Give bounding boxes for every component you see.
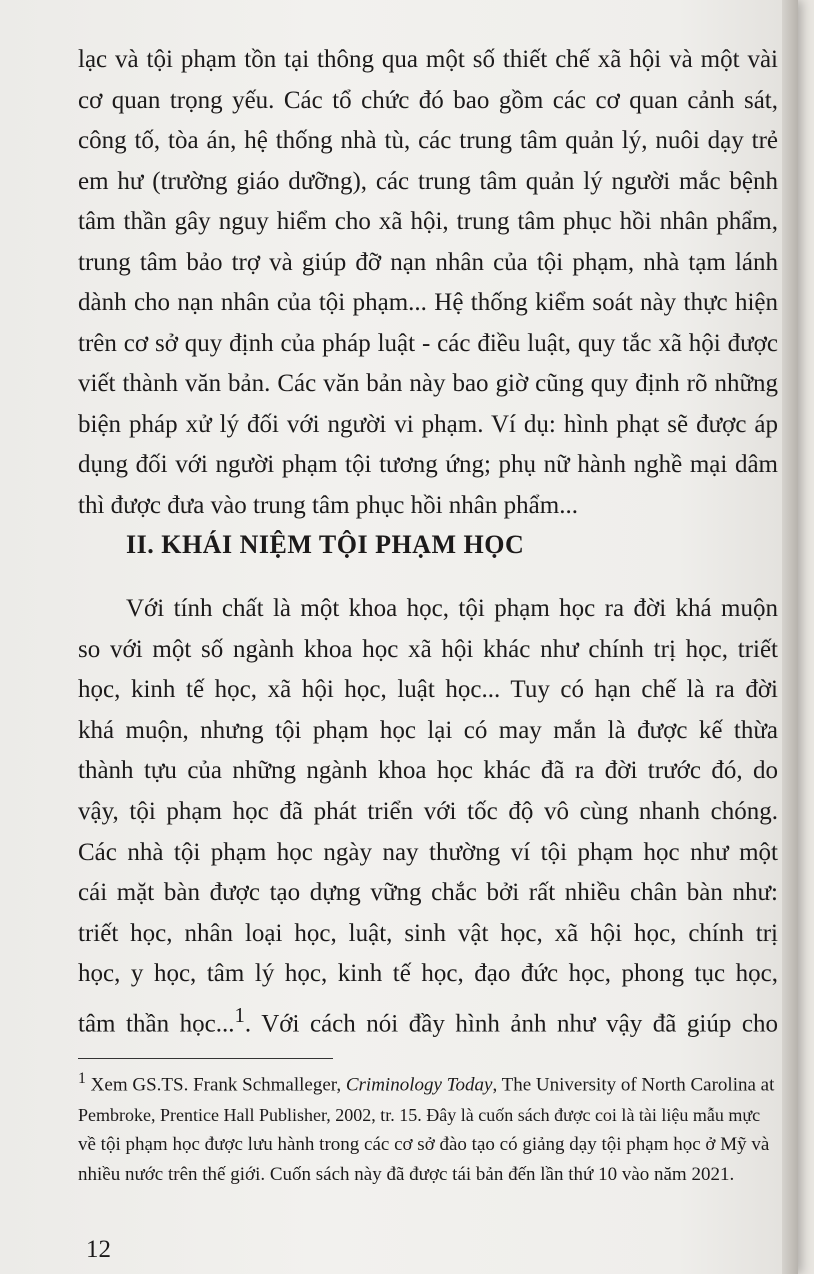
footnote-line — [78, 1064, 778, 1100]
text-line: thành tựu của những ngành khoa học khác đã ra đời trước đó, do — [78, 757, 778, 785]
page-edge — [782, 0, 798, 1274]
paragraph-1 — [78, 40, 778, 526]
text-line: dành cho nạn nhân của tội phạm... Hệ thống kiểm soát này thực hiện — [78, 289, 778, 316]
text-line: khá muộn, nhưng tội phạm học lại có may mắn là được kế thừa — [78, 716, 778, 744]
text-line: Các nhà tội phạm học ngày nay thường ví tội phạm học như một — [78, 838, 778, 866]
text-segment: , The University of North Carolina at — [492, 1074, 775, 1096]
paragraph-2 — [78, 589, 778, 1045]
text-line: lạc và tội phạm tồn tại thông qua một số thiết chế xã hội và một vài — [78, 46, 778, 73]
text-line: trên cơ sở quy định của pháp luật - các điều luật, quy tắc xã hội được — [78, 329, 778, 357]
text-line: dụng đối với người phạm tội tương ứng; phụ nữ hành nghề mại dâm — [78, 451, 778, 478]
text-line: tâm thần gây nguy hiểm cho xã hội, trung tâm phục hồi nhân phẩm, — [78, 208, 778, 235]
footnote-reference: 1 — [234, 1002, 245, 1027]
footnote — [78, 1064, 778, 1190]
text-line: cơ quan trọng yếu. Các tổ chức đó bao gồm các cơ quan cảnh sát, — [78, 86, 778, 114]
text-line: cái mặt bàn được tạo dựng vững chắc bởi rất nhiều chân bàn như: — [78, 879, 778, 907]
page-number: 12 — [86, 1236, 111, 1263]
footnote-separator — [78, 1058, 333, 1059]
text-line: học, y học, tâm lý học, kinh tế học, đạo đức học, phong tục học, — [78, 960, 778, 988]
text-line: triết học, nhân loại học, luật, sinh vật học, xã hội học, chính trị — [78, 919, 778, 947]
text-line: công tố, tòa án, hệ thống nhà tù, các trung tâm quản lý, nuôi dạy trẻ — [78, 127, 778, 154]
text-line: học, kinh tế học, xã hội học, luật học... Tuy có hạn chế là ra đời — [78, 676, 778, 704]
section-heading: II. KHÁI NIỆM TỘI PHẠM HỌC — [126, 530, 525, 559]
text-line: Với tính chất là một khoa học, tội phạm học ra đời khá muộn — [126, 595, 778, 622]
text-line: em hư (trường giáo dưỡng), các trung tâm quản lý người mắc bệnh — [78, 167, 778, 195]
text-segment: . Với cách nói đầy hình ảnh như vậy đã giúp cho — [244, 1010, 778, 1038]
text-line: biện pháp xử lý đối với người vi phạm. Ví dụ: hình phạt sẽ được áp — [78, 410, 778, 438]
text-line: thì được đưa vào trung tâm phục hồi nhân phẩm... — [78, 491, 578, 519]
text-line: so với một số ngành khoa học xã hội khác như chính trị học, triết — [78, 635, 778, 663]
footnote-line: về tội phạm học được lưu hành trong các cơ sở đào tạo có giảng dạy tội phạm học ở Mỹ và — [78, 1134, 770, 1156]
text-line: vậy, tội phạm học đã phát triển với tốc độ vô cùng nhanh chóng. — [78, 797, 778, 825]
text-line: trung tâm bảo trợ và giúp đỡ nạn nhân của tội phạm, nhà tạm lánh — [78, 248, 778, 276]
footnote-marker: 1 — [78, 1070, 86, 1087]
text-line: viết thành văn bản. Các văn bản này bao giờ cũng quy định rõ những — [78, 370, 778, 397]
text-segment: Xem GS.TS. Frank Schmalleger, — [85, 1074, 346, 1096]
text-segment: tâm thần học... — [78, 1010, 235, 1038]
text-line — [78, 995, 778, 1045]
footnote-line: nhiều nước trên thế giới. Cuốn sách này đã được tái bản đến lần thứ 10 vào năm 2021. — [78, 1164, 735, 1186]
footnote-line: Pembroke, Prentice Hall Publisher, 2002, tr. 15. Đây là cuốn sách được coi là tài liệu mẫu mực — [78, 1105, 761, 1126]
book-title: Criminology Today — [345, 1074, 493, 1096]
